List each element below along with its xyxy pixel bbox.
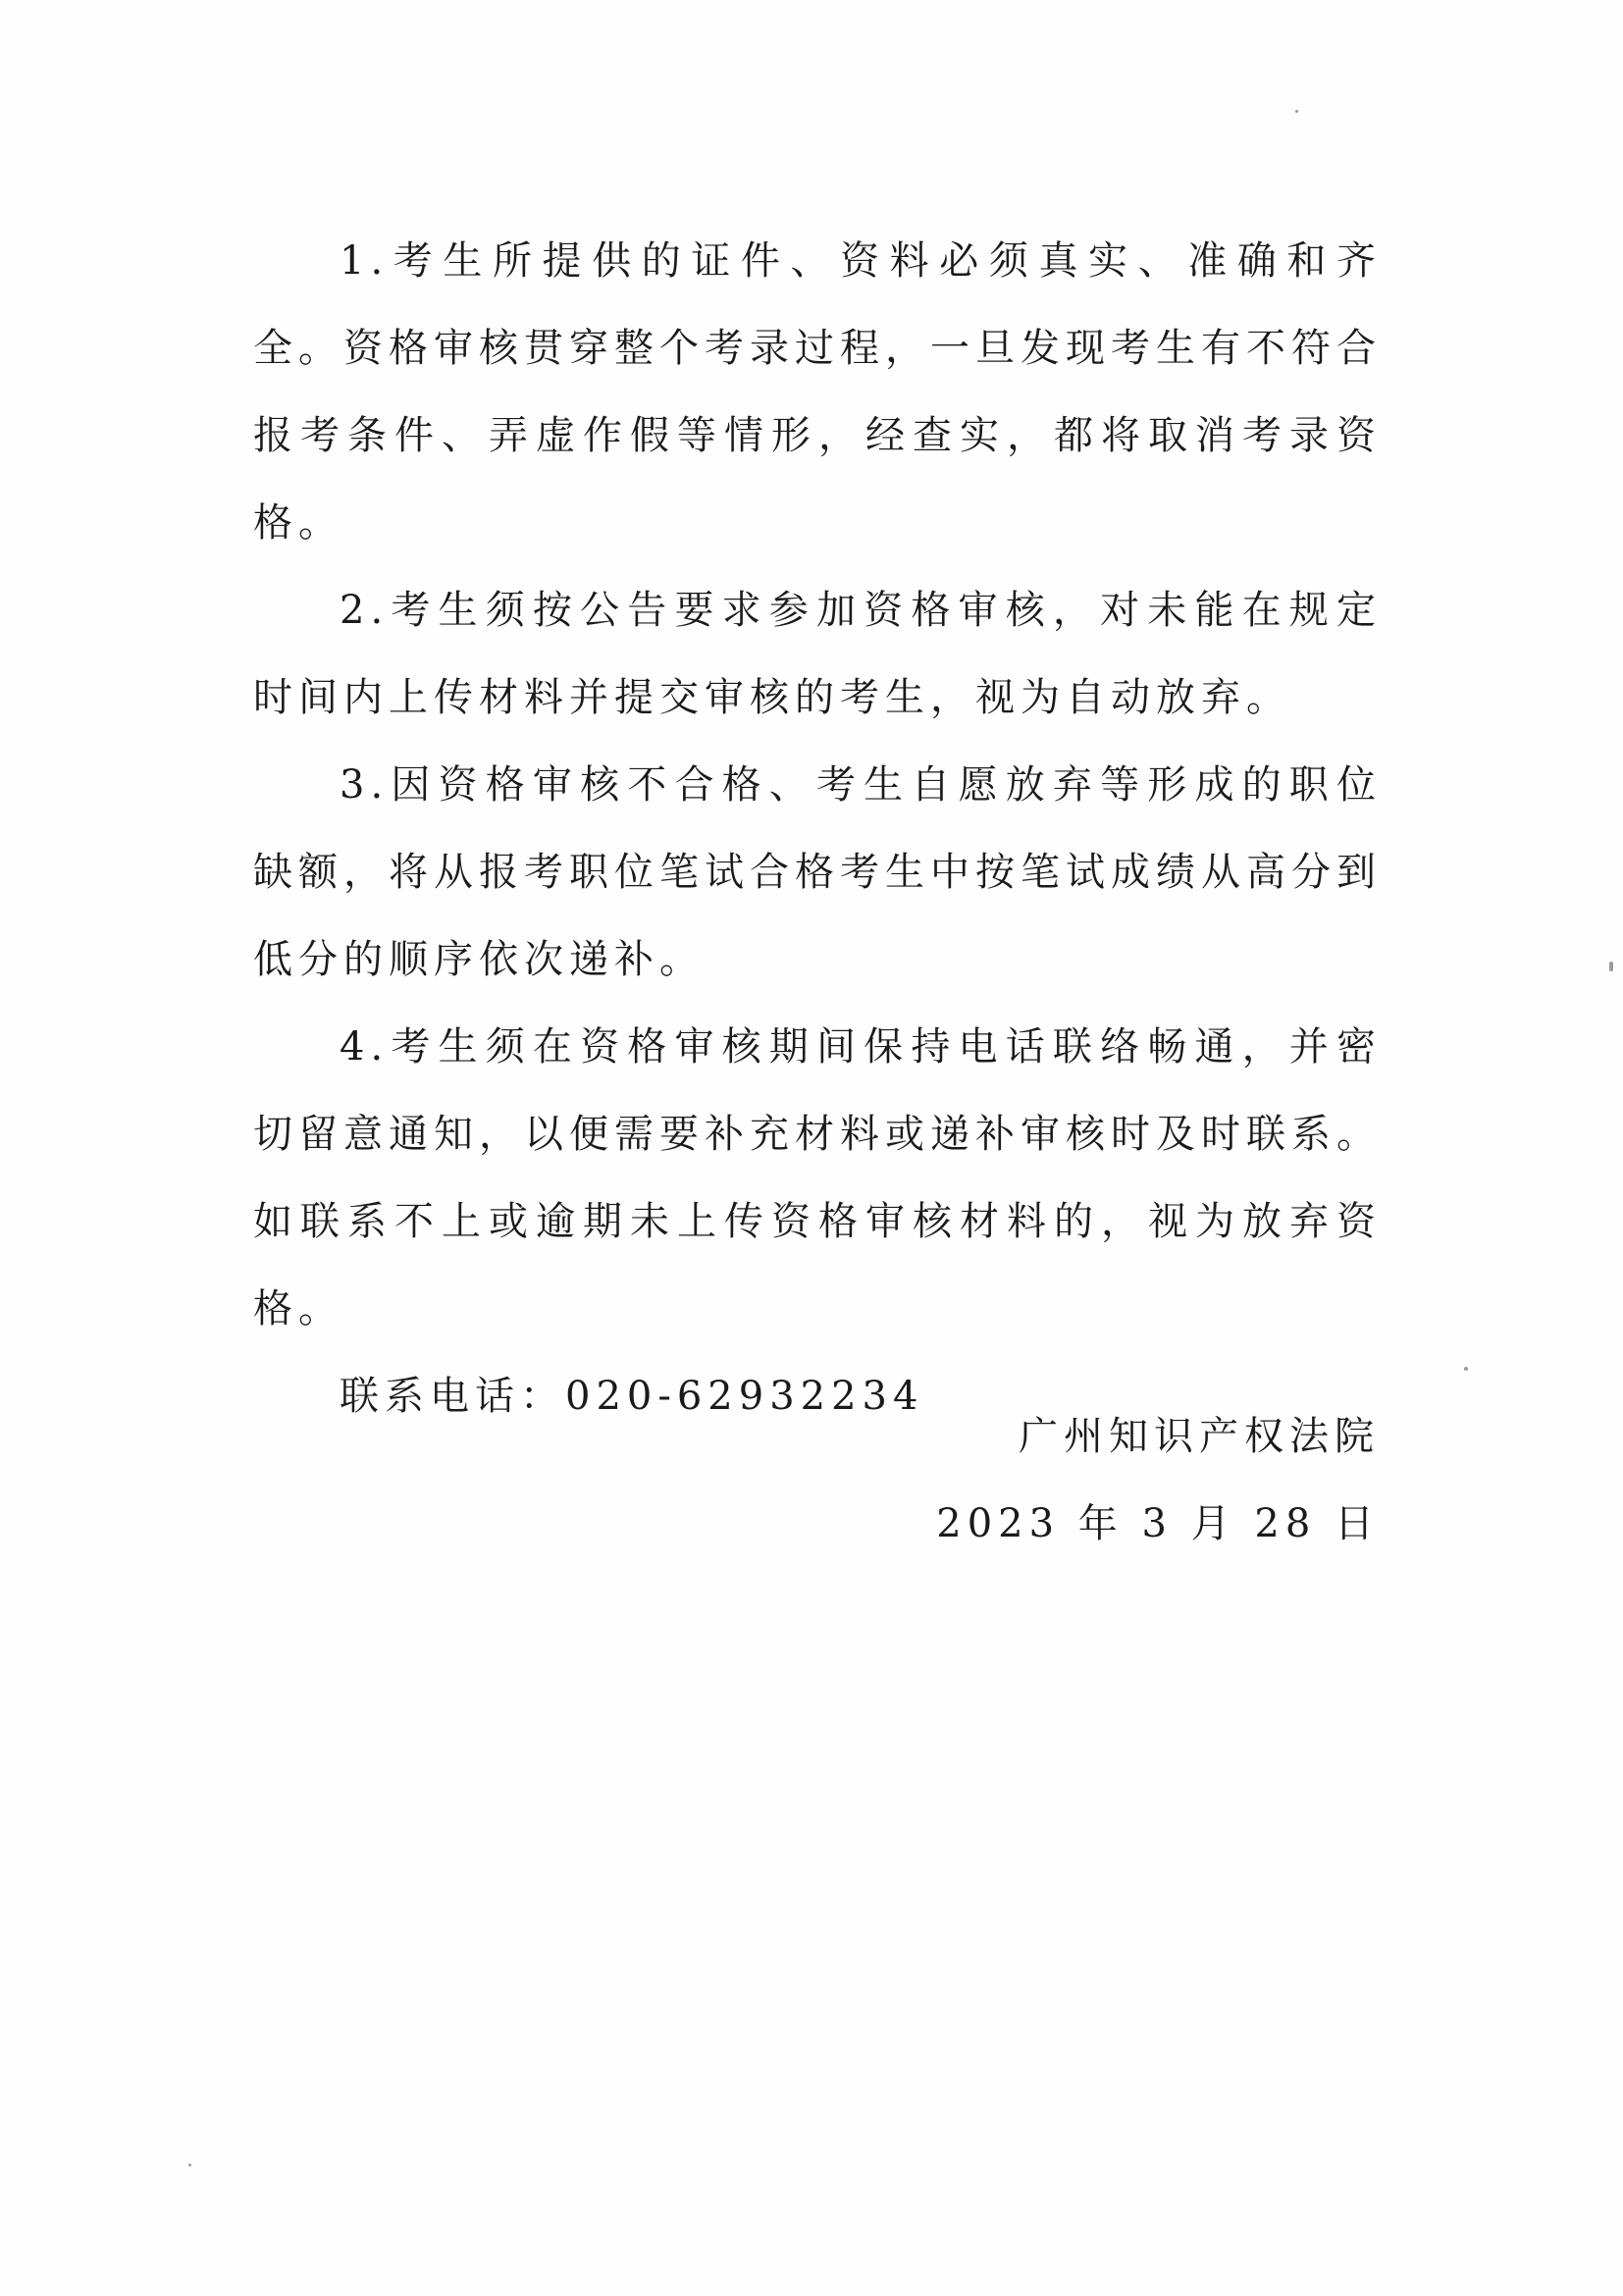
paragraph-2: 2.考生须按公告要求参加资格审核，对未能在规定时间内上传材料并提交审核的考生，视为自动放弃。 [253, 588, 1382, 720]
scan-speck [1295, 110, 1298, 113]
issue-date: 2023 年 3 月 28 日 [936, 1501, 1380, 1546]
paragraph-1: 1.考生所提供的证件、资料必须真实、准确和齐全。资格审核贯穿整个考录过程，一旦发现考生有不符合报考条件、弄虚作假等情形，经查实，都将取消考录资格。 [253, 238, 1382, 546]
scan-speck [188, 2164, 191, 2166]
issuing-organization: 广州知识产权法院 [1019, 1414, 1380, 1459]
contact-phone: 联系电话：020-62932234 [340, 1374, 924, 1419]
signature-block [936, 1393, 1380, 1568]
scan-speck [1609, 962, 1613, 971]
scan-speck [1464, 1367, 1468, 1371]
paragraph-4: 4.考生须在资格审核期间保持电话联络畅通，并密切留意通知，以便需要补充材料或递补审核时及时联系。如联系不上或逾期未上传资格审核材料的，视为放弃资格。 [253, 1024, 1382, 1331]
paragraph-3: 3.因资格审核不合格、考生自愿放弃等形成的职位缺额，将从报考职位笔试合格考生中按笔试成绩从高分到低分的顺序依次递补。 [253, 762, 1382, 982]
document-body [253, 218, 1382, 1440]
